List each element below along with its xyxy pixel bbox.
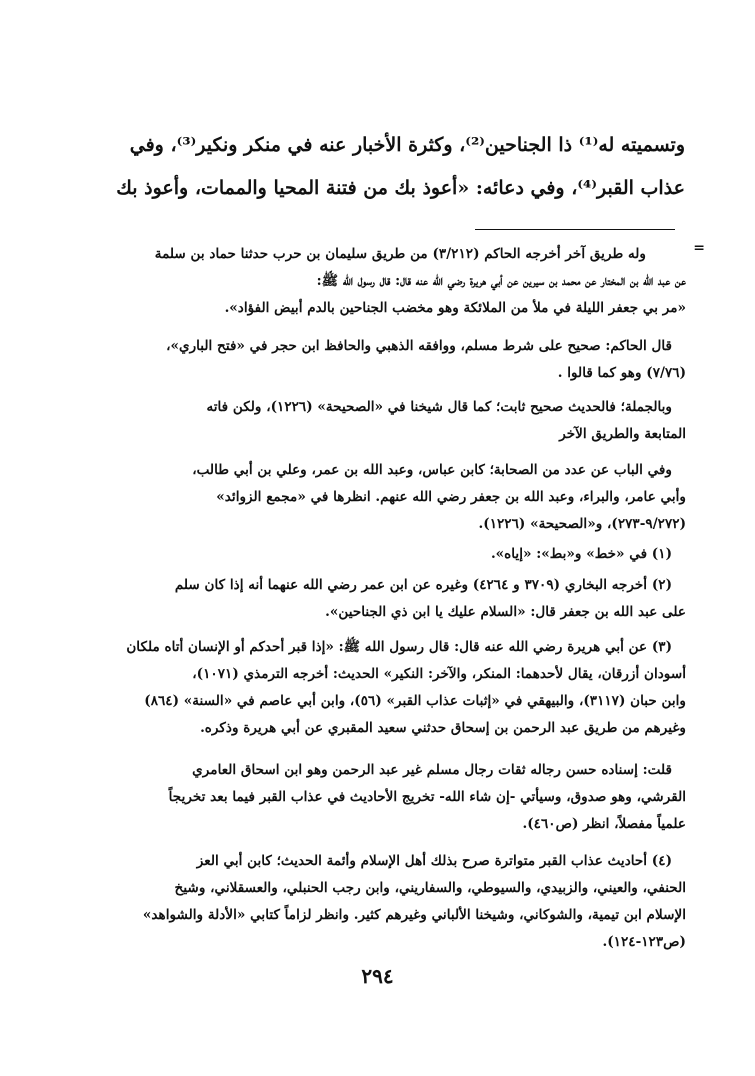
footnote-line: وبالجملة؛ فالحديث صحيح ثابت؛ كما قال شيخنا في «الصحيحة» (١٢٢٦)، ولكن فاته — [206, 399, 672, 415]
footnote-3 — [68, 634, 686, 742]
footnote-line: وأبي عامر، والبراء، وعبد الله بن جعفر رضي الله عنهم. انظرها في «مجمع الزوائد» — [216, 489, 686, 505]
footnote-block — [68, 333, 686, 387]
page-number: ٢٩٤ — [361, 964, 394, 988]
footnote-line: «مر بي جعفر الليلة في ملأ من الملائكة وهو مخضب الجناحين بالدم أبيض الفؤاد». — [224, 300, 686, 316]
footnote-line: (ص١٢٣-١٢٤). — [602, 934, 686, 950]
footnote-block — [68, 394, 686, 448]
footnote-line: وابن حبان (٣١١٧)، والبيهقي في «إثبات عذاب القبر» (٥٦)، وابن أبي عاصم في «السنة» (٨٦٤) — [144, 693, 686, 709]
footnote-1 — [68, 541, 686, 568]
main-text — [70, 124, 685, 210]
footnote-separator — [475, 229, 675, 230]
footnote-line: الإسلام ابن تيمية، والشوكاني، وشيخنا الألباني وغيرهم كثير. وانظر لزاماً كتابي «الأدلة والشواهد» — [142, 907, 686, 923]
main-text-line: وتسميته له⁽¹⁾ ذا الجناحين⁽²⁾، وكثرة الأخبار عنه في منكر ونكير⁽³⁾، وفي — [129, 134, 685, 156]
footnote-line: (٢) أخرجه البخاري (٣٧٠٩ و ٤٢٦٤) وغيره عن ابن عمر رضي الله عنهما أنه إذا كان سلم — [174, 577, 672, 593]
continuation-mark: = — [693, 240, 705, 256]
footnote-line: (٤) أحاديث عذاب القبر متواترة صرح بذلك أهل الإسلام وأئمة الحديث؛ كابن أبي العز — [196, 853, 672, 869]
footnote-block — [68, 757, 686, 838]
footnote-line: قلت: إسناده حسن رجاله ثقات رجال مسلم غير عبد الرحمن وهو ابن اسحاق العامري — [192, 762, 672, 778]
footnote-line: على عبد الله بن جعفر قال: «السلام عليك يا ابن ذي الجناحين». — [325, 604, 686, 620]
footnote-line: القرشي، وهو صدوق، وسيأتي -إن شاء الله- تخريج الأحاديث في عذاب القبر فيما بعد تخريجاً — [168, 789, 686, 805]
footnote-line: علمياً مفصلاً، انظر (ص٤٦٠). — [522, 816, 686, 832]
footnote-2 — [68, 572, 686, 626]
footnote-line: أسودان أزرقان، يقال لأحدهما: المنكر، والآخر: النكير» الحديث: أخرجه الترمذي (١٠٧١)، — [192, 666, 686, 682]
footnote-line: الحنفي، والعيني، والزبيدي، والسيوطي، والسفاريني، وابن رجب الحنبلي، والعسقلاني، وشيخ — [174, 880, 686, 896]
footnote-line: وغيرهم من طريق عبد الرحمن بن إسحاق حدثني سعيد المقبري عن أبي هريرة وذكره. — [200, 720, 686, 736]
footnote-block — [68, 457, 686, 538]
footnote-line: (١) في «خط» و«بط»: «إياه». — [490, 546, 672, 562]
footnote-line: وله طريق آخر أخرجه الحاكم (٣/٢١٢) من طريق سليمان بن حرب حدثنا حماد بن سلمة — [154, 246, 646, 262]
footnote-line: (٩/٢٧٢-٢٧٣)، و«الصحيحة» (١٢٢٦). — [478, 516, 686, 532]
footnote-line: قال الحاكم: صحيح على شرط مسلم، ووافقه الذهبي والحافظ ابن حجر في «فتح الباري»، — [166, 338, 672, 354]
footnote-line: عن عبد الله بن المختار عن محمد بن سيرين عن أبي هريرة رضي الله عنه قال: قال رسول الله ﷺ: — [316, 273, 686, 289]
footnote-line: وفي الباب عن عدد من الصحابة؛ كابن عباس، وعبد الله بن عمر، وعلي بن أبي طالب، — [192, 462, 672, 478]
main-text-line: عذاب القبر⁽⁴⁾، وفي دعائه: «أعوذ بك من فتنة المحيا والممات، وأعوذ بك — [116, 177, 685, 199]
footnote-line: المتابعة والطريق الآخر — [559, 426, 686, 442]
footnote-4 — [68, 848, 686, 956]
footnote-line: (٣) عن أبي هريرة رضي الله عنه قال: قال رسول الله ﷺ: «إذا قبر أحدكم أو الإنسان أتاه ملكان — [126, 639, 672, 655]
footnote-line: (٧/٧٦) وهو كما قالوا . — [557, 365, 686, 381]
footnote-block — [68, 241, 686, 322]
